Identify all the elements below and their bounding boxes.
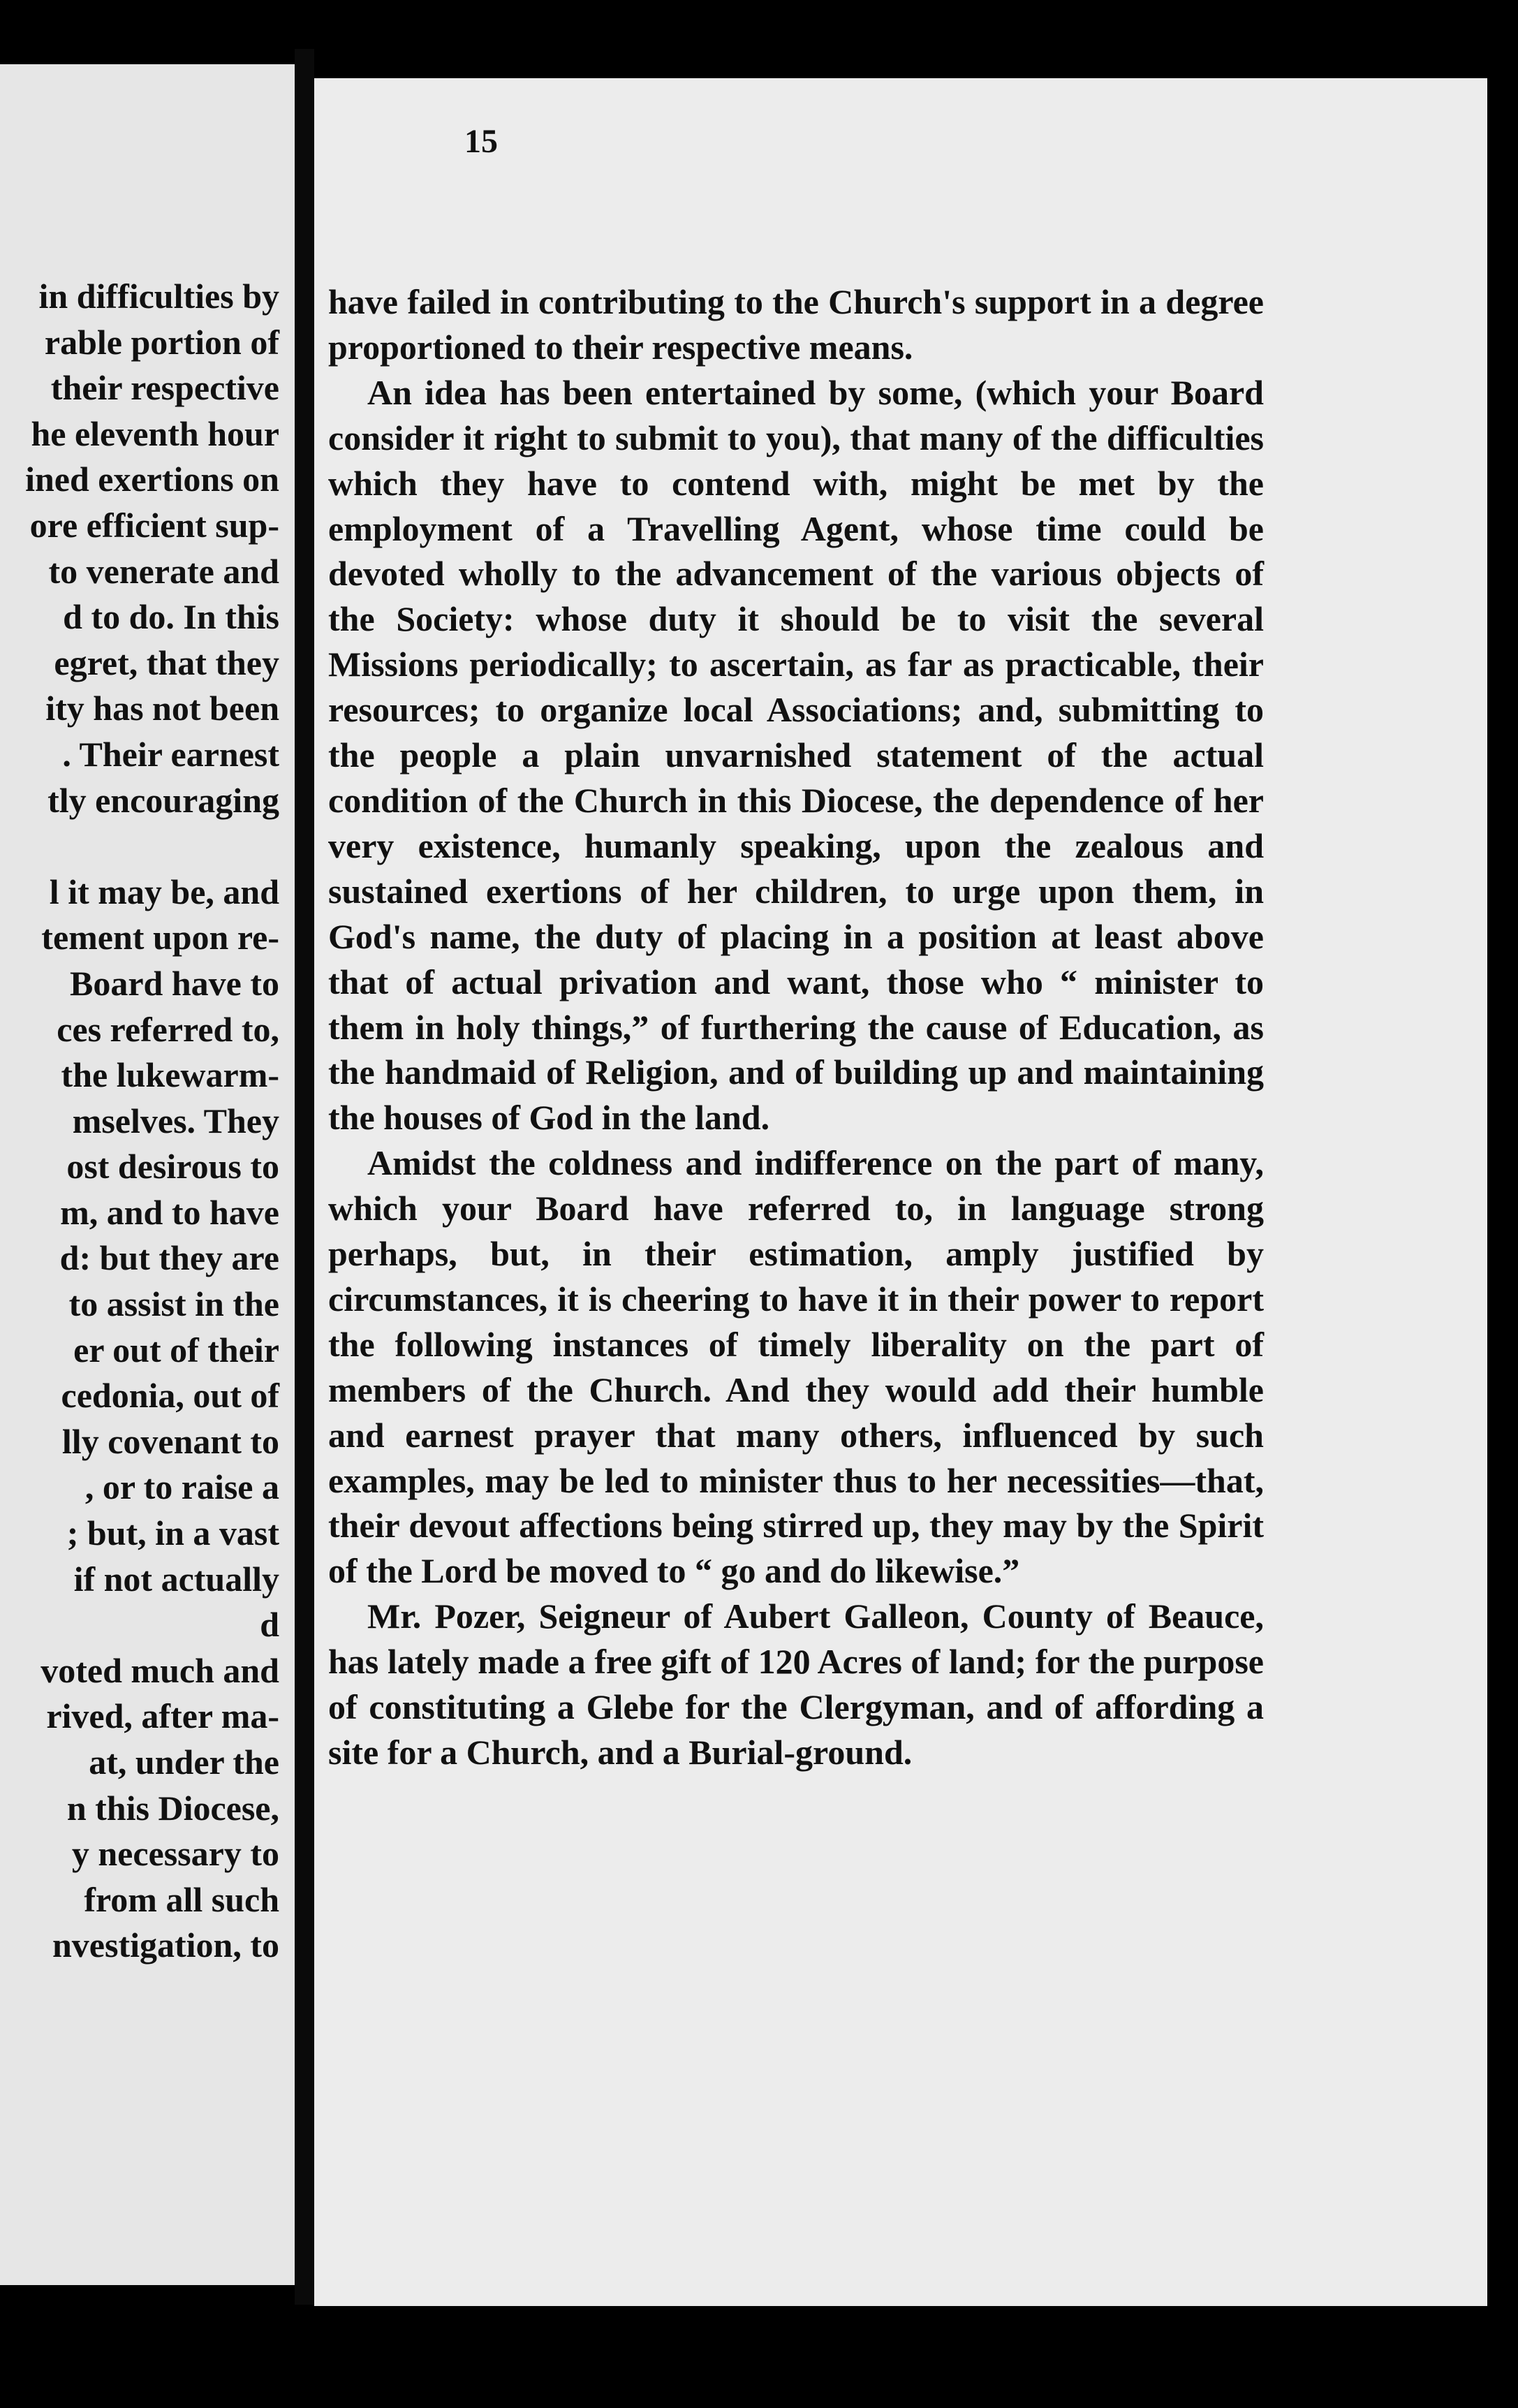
left-page-line: the lukewarm-: [61, 1055, 279, 1095]
page-gutter: [295, 49, 314, 2305]
left-page-line: cedonia, out of: [61, 1376, 279, 1416]
left-page-line: from all such: [84, 1879, 279, 1919]
left-page-line: rived, after ma-: [46, 1696, 279, 1736]
left-page-line: tly encouraging: [47, 780, 279, 820]
page-number: 15: [464, 123, 498, 160]
left-page-line: Board have to: [70, 963, 279, 1003]
left-page-line: . Their earnest: [62, 734, 279, 774]
left-page-line: nvestigation, to: [52, 1925, 279, 1965]
left-page-line: ity has not been: [45, 689, 279, 728]
left-page-line: ined exertions on: [25, 460, 279, 499]
left-page: [0, 64, 295, 2285]
left-page-line: [0, 823, 279, 869]
left-page-line: rable portion of: [44, 322, 279, 362]
left-page-text: [0, 274, 279, 1969]
left-page-line: tement upon re-: [41, 918, 279, 957]
left-page-line: to venerate and: [48, 551, 279, 591]
left-page-line: in difficulties by: [38, 277, 279, 316]
left-page-line: er out of their: [73, 1330, 279, 1370]
left-page-line: y necessary to: [71, 1834, 279, 1874]
left-page-line: mselves. They: [72, 1101, 279, 1140]
left-page-line: voted much and: [40, 1650, 279, 1690]
left-page-line: at, under the: [89, 1742, 279, 1782]
left-page-line: he eleventh hour: [31, 413, 279, 453]
left-page-line: n this Diocese,: [66, 1788, 279, 1828]
left-page-line: d: but they are: [59, 1238, 279, 1278]
left-page-line: , or to raise a: [84, 1467, 279, 1507]
left-page-line: ; but, in a vast: [66, 1513, 279, 1553]
left-page-line: to assist in the: [68, 1284, 279, 1324]
body-text: [328, 279, 1264, 1775]
left-page-line: l it may be, and: [49, 872, 279, 911]
paragraph: Mr. Pozer, Seigneur of Aubert Galleon, County of Beauce, has lately made a free gift of 120 Acres of land; for the purpose of constituting a Glebe for the Clergyman, and of affording a site for a Church, and a Burial-ground.: [328, 1596, 1264, 1772]
paragraph: have failed in contributing to the Church's support in a degree proportioned to their respective means.: [328, 282, 1264, 367]
left-page-line: ore efficient sup-: [29, 505, 279, 545]
left-page-line: d: [260, 1605, 279, 1645]
paragraph: Amidst the coldness and indifference on the part of many, which your Board have referred to, in language strong perhaps, but, in their estimation, amply justified by circumstances, it is cheering to have it in their power to report the following instances of timely liberality on the part of members of the Church. And they would add their humble and earnest prayer that many others, influenced by such examples, may be led to minister thus to her necessities—that, their devout affections being stirred up, they may by the Spirit of the Lord be moved to “ go and do likewise.”: [328, 1143, 1264, 1591]
left-page-line: egret, that they: [54, 643, 279, 682]
left-page-line: d to do. In this: [63, 597, 279, 637]
paragraph: An idea has been entertained by some, (which your Board consider it right to submit to you), that many of the difficulties which they have to contend with, might be met by the employment of a Travelling Agent, whose time could be devoted wholly to the advancement of the various objects of the Society: whose duty it should be to visit the several Missions periodically; to ascertain, as far as practicable, their resources; to organize local Associations; and, submitting to the people a plain unvarnished statement of the actual condition of the Church in this Diocese, the dependence of her very existence, humanly speaking, upon the zealous and sustained exertions of her children, to urge upon them, in God's name, the duty of placing in a position at least above that of actual privation and want, those who “ minister to them in holy things,” of furthering the cause of Education, as the handmaid of Religion, and of building up and maintaining the houses of God in the land.: [328, 372, 1264, 1138]
left-page-line: if not actually: [73, 1559, 279, 1599]
left-page-line: lly covenant to: [61, 1421, 279, 1461]
left-page-line: ces referred to,: [57, 1009, 279, 1049]
left-page-line: m, and to have: [60, 1192, 279, 1232]
left-page-line: ost desirous to: [66, 1147, 279, 1187]
left-page-line: their respective: [50, 368, 279, 408]
